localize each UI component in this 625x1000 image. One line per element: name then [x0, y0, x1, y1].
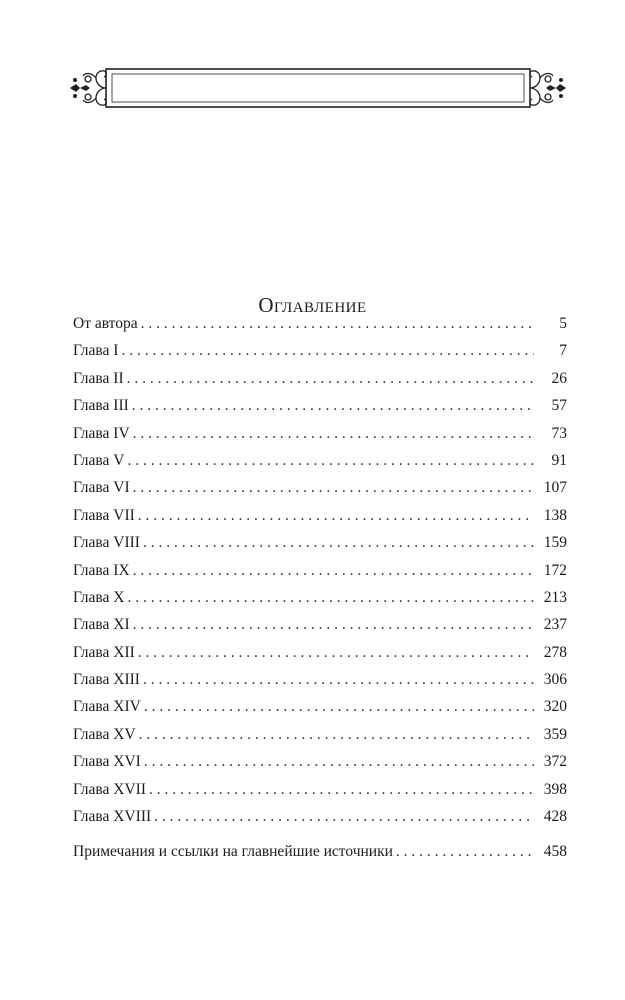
toc-entry-label: Глава XIV	[73, 698, 141, 716]
dot-leader	[133, 616, 534, 634]
toc-entry[interactable]	[73, 479, 567, 506]
dot-leader	[133, 562, 534, 580]
toc-entry-page-number: 458	[543, 843, 567, 861]
toc-entry-page-number: 398	[543, 780, 567, 798]
toc-entry-page-number: 57	[551, 397, 567, 415]
dot-leader	[138, 507, 534, 525]
dot-leader	[138, 644, 534, 662]
toc-entry-page-number: 172	[543, 561, 567, 579]
toc-entry-page-number: 7	[559, 342, 567, 360]
dot-leader	[133, 479, 534, 497]
dot-leader	[154, 808, 534, 826]
toc-entry[interactable]	[73, 452, 567, 479]
toc-entry[interactable]	[73, 425, 567, 452]
toc-entry[interactable]	[73, 315, 567, 342]
dot-leader	[127, 589, 534, 607]
toc-entry[interactable]	[73, 843, 567, 870]
dot-leader	[143, 671, 534, 689]
table-of-contents	[73, 315, 567, 871]
page-title: Оглавление	[258, 293, 367, 318]
toc-entry-label: От автора	[73, 315, 138, 332]
toc-entry-label: Глава VII	[73, 506, 135, 524]
toc-entry[interactable]	[73, 616, 567, 643]
toc-entry-page-number: 138	[543, 506, 567, 524]
dot-leader	[141, 315, 534, 333]
toc-entry[interactable]	[73, 562, 567, 589]
toc-entry-label: Глава XVI	[73, 753, 141, 771]
toc-entry[interactable]	[73, 753, 567, 780]
toc-entry[interactable]	[73, 726, 567, 753]
toc-entry-label: Глава XIII	[73, 671, 140, 689]
toc-entry-label: Глава III	[73, 397, 129, 415]
toc-entry[interactable]	[73, 342, 567, 369]
toc-entry-label: Глава XVII	[73, 780, 146, 798]
toc-entry-page-number: 320	[543, 698, 567, 716]
toc-entry-page-number: 107	[543, 479, 567, 497]
toc-entry-label: Глава II	[73, 369, 124, 387]
toc-entry[interactable]	[73, 589, 567, 616]
dot-leader	[143, 534, 534, 552]
toc-entry-label: Глава IV	[73, 424, 130, 442]
toc-entry-page-number: 237	[543, 616, 567, 634]
toc-entry-label: Глава I	[73, 342, 119, 360]
ornamental-frame-icon	[66, 63, 570, 113]
dot-leader	[127, 452, 534, 470]
toc-entry-page-number: 213	[543, 588, 567, 606]
toc-entry-label: Глава VI	[73, 479, 130, 497]
toc-entry-page-number: 359	[543, 725, 567, 743]
toc-entry-label: Глава VIII	[73, 534, 140, 552]
toc-entry[interactable]	[73, 370, 567, 397]
toc-entry[interactable]	[73, 808, 567, 835]
toc-entry-label: Глава V	[73, 451, 125, 469]
toc-entry-page-number: 5	[559, 315, 567, 332]
toc-entry[interactable]	[73, 397, 567, 424]
toc-entry-page-number: 306	[543, 671, 567, 689]
toc-entry-page-number: 73	[551, 424, 567, 442]
toc-entry-page-number: 372	[543, 753, 567, 771]
dot-leader	[149, 781, 534, 799]
toc-entry-label: Глава X	[73, 588, 125, 606]
toc-entry[interactable]	[73, 534, 567, 561]
toc-entry-page-number: 91	[551, 451, 567, 469]
toc-entry-page-number: 428	[543, 808, 567, 826]
dot-leader	[133, 425, 534, 443]
toc-entry-label: Глава IX	[73, 561, 130, 579]
dot-leader	[121, 342, 534, 360]
dot-leader	[144, 698, 534, 716]
toc-entry[interactable]	[73, 507, 567, 534]
dot-leader	[144, 753, 534, 771]
toc-entry-label: Глава XVIII	[73, 808, 152, 826]
dot-leader	[396, 843, 534, 861]
toc-entry[interactable]	[73, 644, 567, 671]
toc-entry-page-number: 159	[543, 534, 567, 552]
toc-entry-label: Примечания и ссылки на главнейшие источники	[73, 843, 393, 861]
toc-entry-page-number: 26	[551, 369, 567, 387]
toc-entry-page-number: 278	[543, 643, 567, 661]
dot-leader	[139, 726, 534, 744]
toc-entry-label: Глава XII	[73, 643, 135, 661]
toc-entry-label: Глава XV	[73, 725, 136, 743]
toc-entry[interactable]	[73, 671, 567, 698]
dot-leader	[132, 397, 534, 415]
toc-entry[interactable]	[73, 781, 567, 808]
toc-entry[interactable]	[73, 698, 567, 725]
dot-leader	[127, 370, 534, 388]
toc-entry-label: Глава XI	[73, 616, 130, 634]
